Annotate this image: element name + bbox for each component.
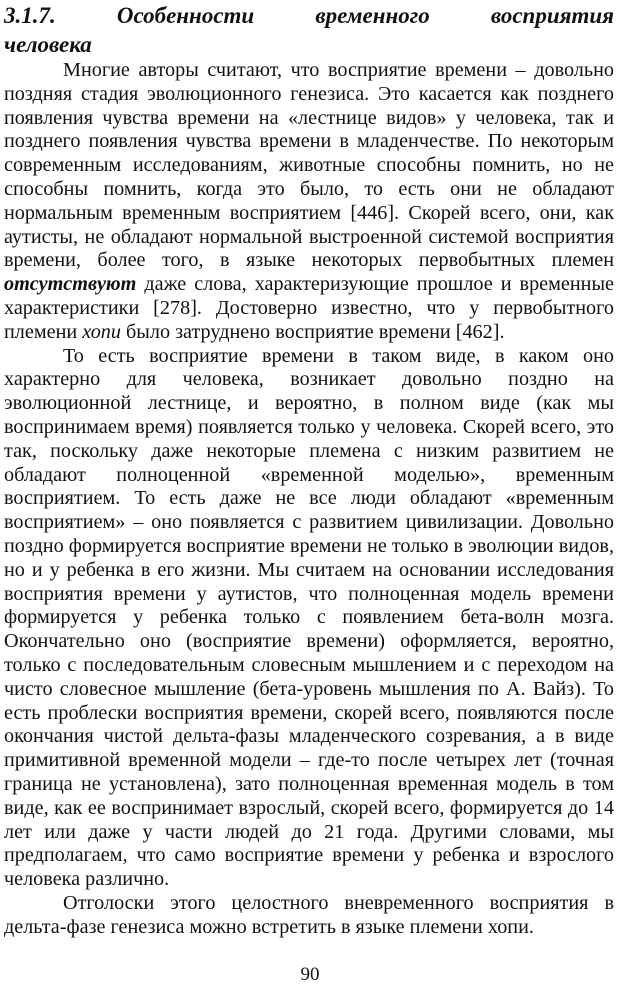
- text-line: характерно для человека, возникает довольно поздно на: [4, 368, 614, 391]
- text-line: племени хопи было затруднено восприятие времени [462].: [4, 320, 505, 343]
- text-line: формируется у ребенка только с появлением бета-волн мозга.: [4, 606, 614, 629]
- text-line: граница не установлена), зато полноценная временная модель в том: [4, 772, 614, 795]
- text-line: дельта-фазе генезиса можно встретить в языке племени хопи.: [4, 915, 534, 938]
- emphasis-italic: хопи: [82, 320, 121, 343]
- text-line: характеристики [278]. Достоверно известно, что у первобытного: [4, 296, 614, 319]
- text-line: примитивной временной модели – где-то после четырех лет (точная: [4, 749, 614, 772]
- text-line: но и у ребенка в его жизни. Мы считаем на основании исследования: [4, 558, 614, 581]
- text-line: восприятием» – оно появляется с развитием цивилизации. Довольно: [4, 511, 614, 534]
- section-heading: [4, 0, 614, 31]
- text-line: чисто словесное мышление (бета-уровень мышления по А. Вайз). То: [4, 677, 614, 700]
- paragraph: [4, 892, 614, 940]
- text-line: поздно формируется восприятие времени не только в эволюции видов,: [4, 534, 614, 557]
- paragraph: [4, 345, 614, 892]
- body-text: [4, 59, 614, 939]
- text-line: современным исследованиям, животные способны помнить, но не: [4, 154, 614, 177]
- text-line: нормальным временным восприятием [446]. Скорей всего, они, как: [4, 201, 614, 224]
- section-title-line-2: человека: [4, 32, 92, 57]
- text-line: восприятия времени у аутистов, что полноценная модель времени: [4, 582, 614, 605]
- text-line: восприятием. То есть даже не все люди обладают «временным: [4, 487, 614, 510]
- text-line: человека различно.: [4, 868, 170, 891]
- page-number: 90: [300, 964, 320, 985]
- paragraph: [4, 59, 614, 345]
- section-title-word-3: восприятия: [490, 3, 615, 28]
- text-line: То есть восприятие времени в таком виде, в каком оно: [63, 344, 614, 367]
- text-line: Многие авторы считают, что восприятие времени – довольно: [63, 59, 614, 81]
- text-line: предполагаем, что само восприятие времени у ребенка и взрослого: [4, 844, 614, 867]
- text-line: воспринимаем время) появляется только у человека. Скорей всего, это: [4, 415, 614, 438]
- text-line: обладают полноценной «временной моделью», временным: [4, 463, 614, 486]
- text-line: так, поскольку даже некоторые племена с низким развитием не: [4, 439, 614, 462]
- text-line: есть проблески восприятия времени, скорей всего, появляются после: [4, 701, 614, 724]
- text-line: Окончательно оно (восприятие времени) оформляется, вероятно,: [4, 630, 614, 653]
- text-line: эволюционной лестнице, и вероятно, в полном виде (как мы: [4, 392, 614, 415]
- text-line: отсутствуют даже слова, характеризующие прошлое и временные: [4, 273, 614, 296]
- section-number: 3.1.7.: [4, 3, 56, 28]
- text-line: Отголоски этого целостного вневременного восприятия в: [63, 891, 614, 914]
- text-line: способны помнить, когда это было, то есть они не обладают: [4, 177, 614, 200]
- text-line: поздняя стадия эволюционного генезиса. Это касается как позднего: [4, 82, 614, 105]
- text-line: окончания чистой дельта-фазы младенческого созревания, а в виде: [4, 725, 614, 748]
- text-line: виде, как ее воспринимает взрослый, скорей всего, формируется до 14: [4, 796, 614, 819]
- emphasis-bold-italic: отсутствуют: [4, 273, 137, 296]
- text-line: лет или даже у части людей до 21 года. Другими словами, мы: [4, 820, 614, 843]
- text-line: аутисты, не обладают нормальной выстроенной системой восприятия: [4, 225, 614, 248]
- text-line: времени, более того, в языке некоторых первобытных племен: [4, 249, 614, 272]
- text-line: только с последовательным словесным мышлением и с переходом на: [4, 653, 614, 676]
- section-title-word-2: временного: [315, 3, 430, 28]
- text-line: позднего появления чувства времени в младенчестве. По некоторым: [4, 130, 614, 153]
- section-title-word-1: Особенности: [116, 3, 255, 28]
- text-line: появления чувства времени на «лестнице видов» у человека, так и: [4, 106, 614, 129]
